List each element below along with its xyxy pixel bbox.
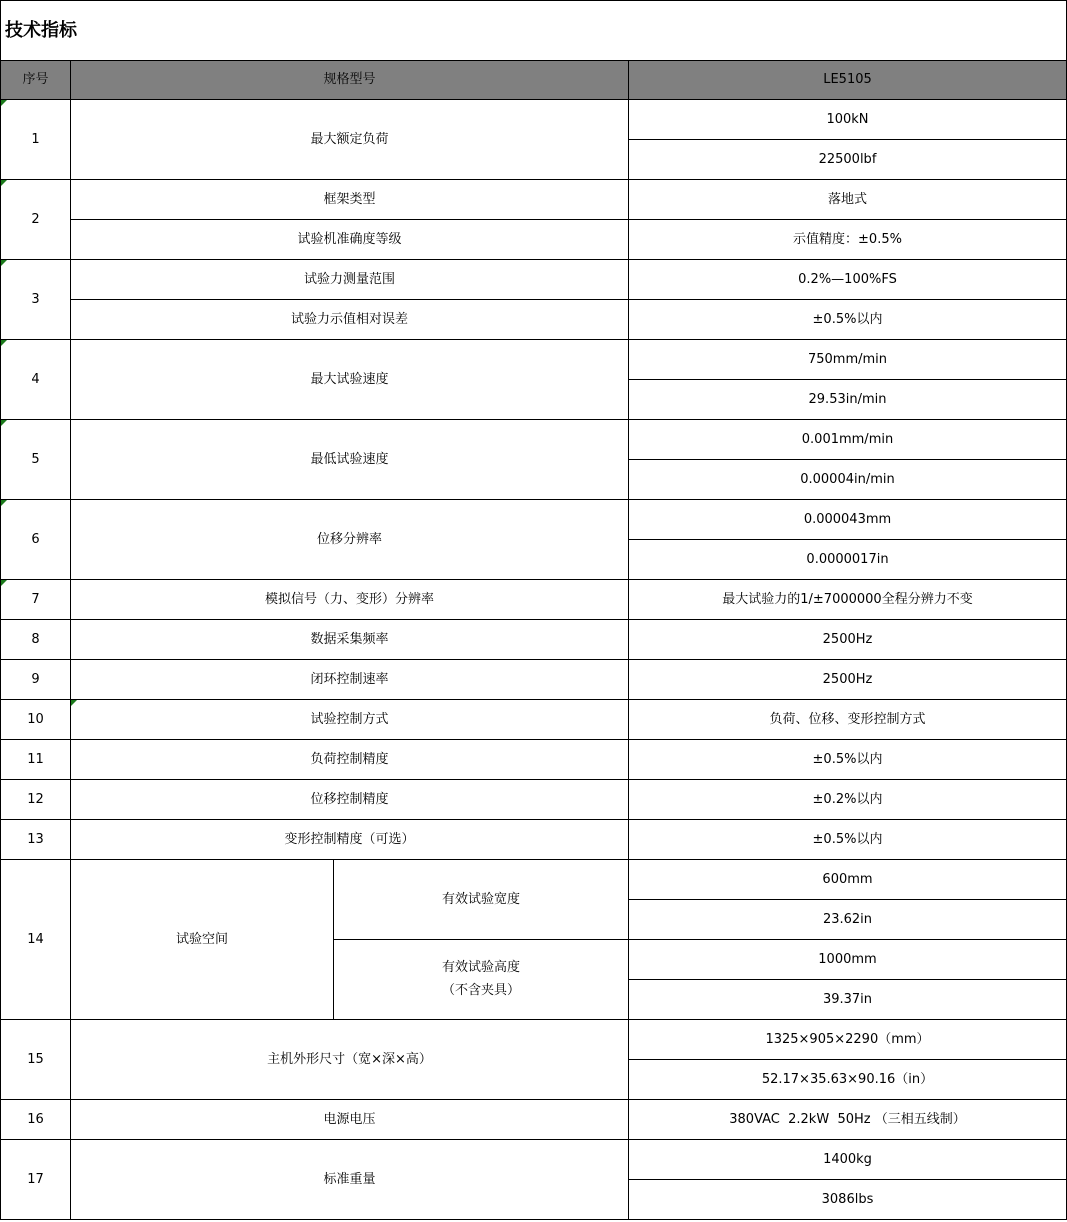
row-number: 13 [1,820,71,860]
cell-marker [71,700,77,706]
spec-subname [334,940,629,1020]
spec-value: 0.00004in/min [629,460,1067,500]
table-row [1,1020,1067,1060]
row-number: 4 [1,340,71,420]
table-row [1,780,1067,820]
spec-name: 最大额定负荷 [71,100,629,180]
spec-value: 示值精度：±0.5% [629,220,1067,260]
table-row [1,620,1067,660]
spec-value: 52.17×35.63×90.16（in） [629,1060,1067,1100]
spec-name: 位移控制精度 [71,780,629,820]
table-row [1,700,1067,740]
spec-value: 39.37in [629,980,1067,1020]
table-row [1,580,1067,620]
table-row [1,820,1067,860]
table-row [1,180,1067,220]
row-number: 7 [1,580,71,620]
spec-value: ±0.5%以内 [629,820,1067,860]
spec-value: 负荷、位移、变形控制方式 [629,700,1067,740]
spec-value: 3086lbs [629,1180,1067,1220]
spec-name: 试验力测量范围 [71,260,629,300]
cell-marker [1,340,7,346]
spec-value: ±0.5%以内 [629,740,1067,780]
spec-name: 电源电压 [71,1100,629,1140]
spec-name: 负荷控制精度 [71,740,629,780]
header-spec: 规格型号 [71,61,629,100]
spec-name: 标准重量 [71,1140,629,1220]
header-model: LE5105 [629,61,1067,100]
spec-name: 数据采集频率 [71,620,629,660]
spec-value: 2500Hz [629,620,1067,660]
spec-value: 0.001mm/min [629,420,1067,460]
spec-value: 600mm [629,860,1067,900]
row-number: 10 [1,700,71,740]
cell-marker [1,180,7,186]
row-number: 8 [1,620,71,660]
spec-value: 落地式 [629,180,1067,220]
row-number: 12 [1,780,71,820]
row-number: 14 [1,860,71,1020]
row-number: 6 [1,500,71,580]
spec-name: 框架类型 [71,180,629,220]
table-row [1,220,1067,260]
spec-value: ±0.2%以内 [629,780,1067,820]
table-row [1,740,1067,780]
cell-marker [1,500,7,506]
row-number: 3 [1,260,71,340]
table-row [1,300,1067,340]
spec-name: 变形控制精度（可选） [71,820,629,860]
spec-name: 主机外形尺寸（宽×深×高） [71,1020,629,1100]
spec-value: 23.62in [629,900,1067,940]
table-row [1,420,1067,460]
spec-subname: 有效试验宽度 [334,860,629,940]
spec-name: 模拟信号（力、变形）分辨率 [71,580,629,620]
row-number: 5 [1,420,71,500]
spec-value: 0.000043mm [629,500,1067,540]
table-row [1,260,1067,300]
page-title: 技术指标 [1,1,1067,61]
cell-marker [1,100,7,106]
header-row [1,61,1067,100]
cell-marker [1,420,7,426]
cell-marker [1,580,7,586]
row-number: 15 [1,1020,71,1100]
spec-subname-line: 有效试验高度 [441,960,520,975]
cell-marker [1,260,7,266]
row-number: 1 [1,100,71,180]
spec-value: 1000mm [629,940,1067,980]
spec-value: 0.2%—100%FS [629,260,1067,300]
spec-value: 750mm/min [629,340,1067,380]
table-row [1,1100,1067,1140]
row-number: 11 [1,740,71,780]
spec-value: ±0.5%以内 [629,300,1067,340]
spec-value: 1400kg [629,1140,1067,1180]
spec-value: 最大试验力的1/±7000000全程分辨力不变 [629,580,1067,620]
spec-value: 22500lbf [629,140,1067,180]
row-number: 17 [1,1140,71,1220]
row-number: 9 [1,660,71,700]
spec-subname-note: （不含夹具） [441,983,520,998]
spec-value: 2500Hz [629,660,1067,700]
spec-name: 试验机准确度等级 [71,220,629,260]
table-row [1,500,1067,540]
table-row [1,340,1067,380]
spec-name: 试验力示值相对误差 [71,300,629,340]
spec-name: 试验空间 [71,860,334,1020]
spec-value: 29.53in/min [629,380,1067,420]
spec-value: 1325×905×2290（mm） [629,1020,1067,1060]
table-row [1,660,1067,700]
spec-name: 位移分辨率 [71,500,629,580]
header-no: 序号 [1,61,71,100]
spec-value: 380VAC 2.2kW 50Hz （三相五线制） [629,1100,1067,1140]
spec-name: 最低试验速度 [71,420,629,500]
table-row [1,1140,1067,1180]
row-number: 16 [1,1100,71,1140]
spec-name: 试验控制方式 [71,700,629,740]
spec-name: 最大试验速度 [71,340,629,420]
spec-value: 100kN [629,100,1067,140]
spec-value: 0.0000017in [629,540,1067,580]
table-row [1,860,1067,900]
table-row [1,100,1067,140]
row-number: 2 [1,180,71,260]
spec-name: 闭环控制速率 [71,660,629,700]
